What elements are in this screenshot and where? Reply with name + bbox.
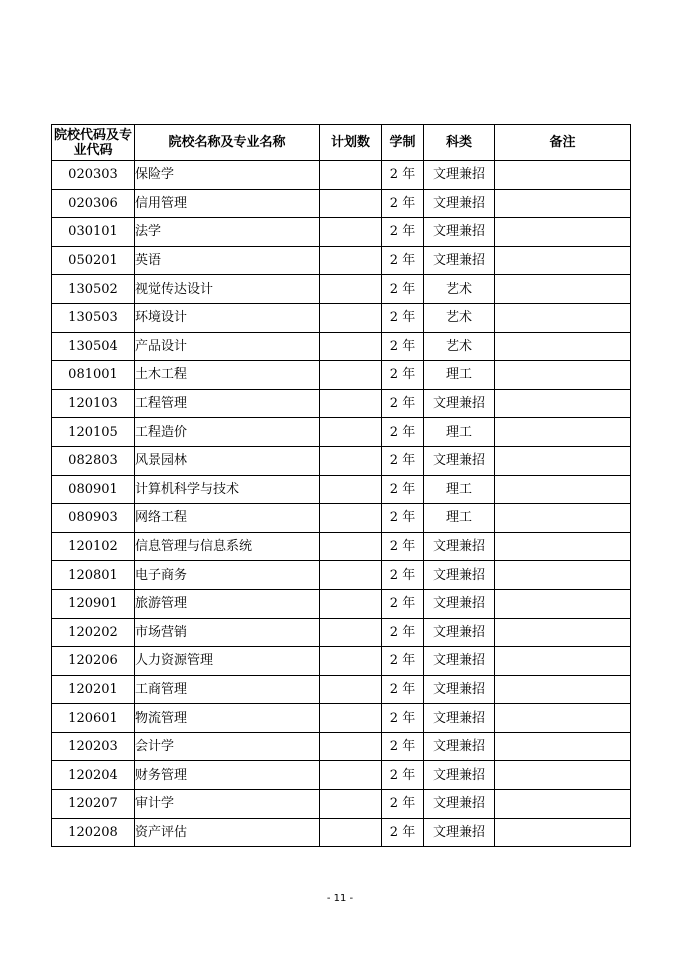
major-code-cell: 120204: [52, 761, 135, 790]
table-row: [52, 332, 631, 361]
major-name-cell: 物流管理: [135, 704, 320, 733]
plan-count-cell: [320, 561, 382, 590]
major-code-cell: 130502: [52, 275, 135, 304]
major-name-cell: 信息管理与信息系统: [135, 532, 320, 561]
table-row: [52, 246, 631, 275]
major-code-cell: 120207: [52, 790, 135, 819]
table-row: [52, 475, 631, 504]
major-code-cell: 120102: [52, 532, 135, 561]
remark-cell: [495, 303, 631, 332]
duration-cell: 2 年: [382, 818, 424, 847]
remark-cell: [495, 732, 631, 761]
remark-cell: [495, 532, 631, 561]
remark-cell: [495, 446, 631, 475]
plan-count-cell: [320, 446, 382, 475]
category-cell: 文理兼招: [424, 704, 495, 733]
duration-cell: 2 年: [382, 647, 424, 676]
remark-cell: [495, 790, 631, 819]
category-cell: 文理兼招: [424, 389, 495, 418]
major-code-cell: 020306: [52, 189, 135, 218]
major-code-cell: 130504: [52, 332, 135, 361]
category-cell: 文理兼招: [424, 161, 495, 190]
table-row: [52, 732, 631, 761]
table-row: [52, 647, 631, 676]
duration-cell: 2 年: [382, 618, 424, 647]
table-row: [52, 818, 631, 847]
duration-cell: 2 年: [382, 561, 424, 590]
duration-cell: 2 年: [382, 532, 424, 561]
table-row: [52, 161, 631, 190]
plan-count-cell: [320, 647, 382, 676]
plan-count-cell: [320, 504, 382, 533]
major-name-cell: 产品设计: [135, 332, 320, 361]
duration-cell: 2 年: [382, 389, 424, 418]
table-row: [52, 561, 631, 590]
duration-cell: 2 年: [382, 275, 424, 304]
table-row: [52, 446, 631, 475]
table-row: [52, 761, 631, 790]
category-cell: 理工: [424, 504, 495, 533]
major-name-cell: 工程造价: [135, 418, 320, 447]
major-code-cell: 120203: [52, 732, 135, 761]
category-cell: 文理兼招: [424, 246, 495, 275]
duration-cell: 2 年: [382, 332, 424, 361]
major-name-cell: 市场营销: [135, 618, 320, 647]
remark-cell: [495, 818, 631, 847]
major-code-cell: 120202: [52, 618, 135, 647]
major-name-cell: 资产评估: [135, 818, 320, 847]
major-code-cell: 080901: [52, 475, 135, 504]
plan-count-cell: [320, 246, 382, 275]
major-name-cell: 风景园林: [135, 446, 320, 475]
plan-count-cell: [320, 675, 382, 704]
plan-count-cell: [320, 189, 382, 218]
plan-count-cell: [320, 218, 382, 247]
category-cell: 文理兼招: [424, 589, 495, 618]
major-code-cell: 082803: [52, 446, 135, 475]
major-code-cell: 120105: [52, 418, 135, 447]
plan-count-cell: [320, 532, 382, 561]
table-row: [52, 589, 631, 618]
table-row: [52, 675, 631, 704]
plan-count-cell: [320, 361, 382, 390]
plan-count-cell: [320, 618, 382, 647]
major-code-cell: 120801: [52, 561, 135, 590]
duration-cell: 2 年: [382, 475, 424, 504]
category-cell: 文理兼招: [424, 790, 495, 819]
remark-cell: [495, 618, 631, 647]
table-row: [52, 218, 631, 247]
majors-table: [51, 124, 631, 847]
header-name: 院校名称及专业名称: [135, 125, 320, 161]
plan-count-cell: [320, 589, 382, 618]
table-row: [52, 303, 631, 332]
major-code-cell: 130503: [52, 303, 135, 332]
category-cell: 文理兼招: [424, 618, 495, 647]
major-code-cell: 120601: [52, 704, 135, 733]
major-name-cell: 计算机科学与技术: [135, 475, 320, 504]
table-row: [52, 418, 631, 447]
major-code-cell: 030101: [52, 218, 135, 247]
major-code-cell: 120103: [52, 389, 135, 418]
category-cell: 艺术: [424, 303, 495, 332]
major-name-cell: 法学: [135, 218, 320, 247]
plan-count-cell: [320, 818, 382, 847]
remark-cell: [495, 761, 631, 790]
plan-count-cell: [320, 704, 382, 733]
major-name-cell: 人力资源管理: [135, 647, 320, 676]
duration-cell: 2 年: [382, 504, 424, 533]
duration-cell: 2 年: [382, 361, 424, 390]
plan-count-cell: [320, 761, 382, 790]
table-body: [52, 161, 631, 847]
plan-count-cell: [320, 790, 382, 819]
remark-cell: [495, 161, 631, 190]
header-code: 院校代码及专业代码: [52, 125, 135, 161]
major-name-cell: 工程管理: [135, 389, 320, 418]
duration-cell: 2 年: [382, 303, 424, 332]
remark-cell: [495, 218, 631, 247]
major-code-cell: 020303: [52, 161, 135, 190]
remark-cell: [495, 189, 631, 218]
major-name-cell: 会计学: [135, 732, 320, 761]
header-years: 学制: [382, 125, 424, 161]
duration-cell: 2 年: [382, 161, 424, 190]
remark-cell: [495, 275, 631, 304]
category-cell: 艺术: [424, 332, 495, 361]
remark-cell: [495, 389, 631, 418]
remark-cell: [495, 675, 631, 704]
major-name-cell: 视觉传达设计: [135, 275, 320, 304]
remark-cell: [495, 418, 631, 447]
major-code-cell: 080903: [52, 504, 135, 533]
duration-cell: 2 年: [382, 675, 424, 704]
remark-cell: [495, 704, 631, 733]
major-name-cell: 电子商务: [135, 561, 320, 590]
category-cell: 文理兼招: [424, 732, 495, 761]
major-code-cell: 120208: [52, 818, 135, 847]
duration-cell: 2 年: [382, 704, 424, 733]
category-cell: 理工: [424, 475, 495, 504]
category-cell: 文理兼招: [424, 446, 495, 475]
major-name-cell: 财务管理: [135, 761, 320, 790]
category-cell: 文理兼招: [424, 647, 495, 676]
major-name-cell: 审计学: [135, 790, 320, 819]
remark-cell: [495, 332, 631, 361]
remark-cell: [495, 589, 631, 618]
major-name-cell: 环境设计: [135, 303, 320, 332]
duration-cell: 2 年: [382, 189, 424, 218]
category-cell: 艺术: [424, 275, 495, 304]
remark-cell: [495, 561, 631, 590]
category-cell: 文理兼招: [424, 532, 495, 561]
duration-cell: 2 年: [382, 246, 424, 275]
plan-count-cell: [320, 161, 382, 190]
duration-cell: 2 年: [382, 761, 424, 790]
remark-cell: [495, 475, 631, 504]
remark-cell: [495, 504, 631, 533]
header-plan: 计划数: [320, 125, 382, 161]
major-code-cell: 120901: [52, 589, 135, 618]
category-cell: 文理兼招: [424, 561, 495, 590]
major-name-cell: 英语: [135, 246, 320, 275]
table-row: [52, 532, 631, 561]
table-row: [52, 618, 631, 647]
plan-count-cell: [320, 389, 382, 418]
major-name-cell: 网络工程: [135, 504, 320, 533]
duration-cell: 2 年: [382, 790, 424, 819]
major-code-cell: 081001: [52, 361, 135, 390]
duration-cell: 2 年: [382, 589, 424, 618]
major-name-cell: 信用管理: [135, 189, 320, 218]
duration-cell: 2 年: [382, 446, 424, 475]
category-cell: 理工: [424, 418, 495, 447]
category-cell: 理工: [424, 361, 495, 390]
plan-count-cell: [320, 332, 382, 361]
duration-cell: 2 年: [382, 732, 424, 761]
category-cell: 文理兼招: [424, 218, 495, 247]
table-row: [52, 389, 631, 418]
remark-cell: [495, 246, 631, 275]
page-number: - 11 -: [326, 893, 354, 904]
table-row: [52, 790, 631, 819]
remark-cell: [495, 361, 631, 390]
major-name-cell: 保险学: [135, 161, 320, 190]
table-row: [52, 361, 631, 390]
header-remark: 备注: [495, 125, 631, 161]
major-code-cell: 050201: [52, 246, 135, 275]
major-name-cell: 工商管理: [135, 675, 320, 704]
table-row: [52, 704, 631, 733]
remark-cell: [495, 647, 631, 676]
major-code-cell: 120201: [52, 675, 135, 704]
plan-count-cell: [320, 275, 382, 304]
major-name-cell: 旅游管理: [135, 589, 320, 618]
table-header-row: [52, 125, 631, 161]
major-code-cell: 120206: [52, 647, 135, 676]
table-row: [52, 504, 631, 533]
plan-count-cell: [320, 303, 382, 332]
plan-count-cell: [320, 475, 382, 504]
category-cell: 文理兼招: [424, 818, 495, 847]
table-row: [52, 189, 631, 218]
plan-count-cell: [320, 732, 382, 761]
duration-cell: 2 年: [382, 418, 424, 447]
duration-cell: 2 年: [382, 218, 424, 247]
plan-count-cell: [320, 418, 382, 447]
header-category: 科类: [424, 125, 495, 161]
category-cell: 文理兼招: [424, 675, 495, 704]
table-row: [52, 275, 631, 304]
category-cell: 文理兼招: [424, 761, 495, 790]
category-cell: 文理兼招: [424, 189, 495, 218]
major-name-cell: 土木工程: [135, 361, 320, 390]
